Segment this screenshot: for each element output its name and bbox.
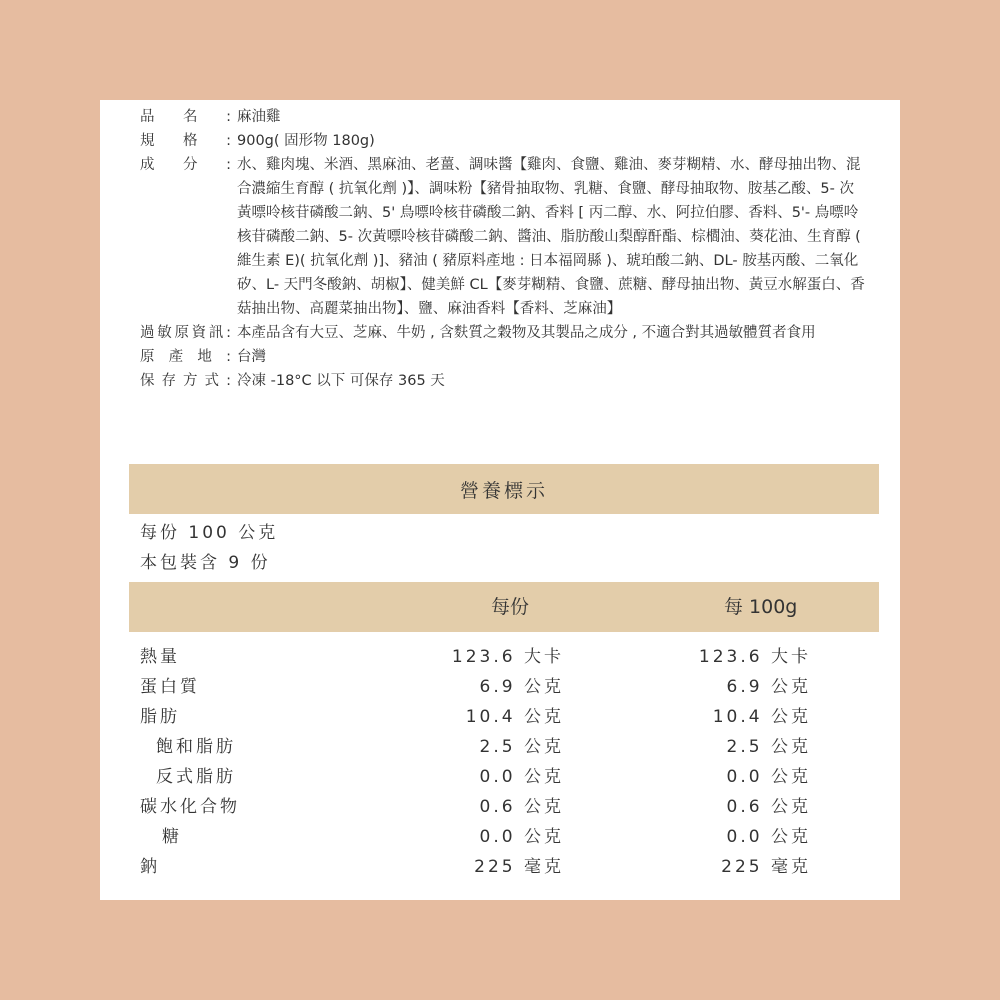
info-label-char: 原 [174, 325, 189, 341]
nutrition-title: 營養標示 [459, 479, 548, 502]
nutrition-row [100, 672, 900, 702]
info-label-char: 過 [140, 325, 155, 341]
col-per-serving: 每份 [491, 596, 530, 618]
info-label-colon: : [226, 157, 231, 173]
value-per-100g: 10.4 公克 [712, 707, 811, 727]
info-label-char: 產 [168, 349, 184, 365]
info-row [140, 369, 870, 393]
value-per-serving: 225 毫克 [474, 857, 564, 877]
info-label-char: 保 [140, 373, 155, 389]
info-row [140, 129, 870, 153]
nutrition-row [100, 822, 900, 852]
info-value: 本產品含有大豆、芝麻、牛奶 , 含麩質之穀物及其製品之成分 , 不適合對其過敏體質者食用 [237, 325, 816, 341]
nutrient-name: 飽和脂肪 [156, 737, 236, 757]
nutrient-name: 脂肪 [140, 707, 180, 727]
info-label [140, 129, 231, 153]
value-per-serving: 10.4 公克 [465, 707, 564, 727]
col-per-100g: 每 100g [724, 596, 798, 618]
info-label [140, 153, 231, 321]
info-label-colon: : [226, 133, 231, 149]
nutrition-row [100, 702, 900, 732]
nutrition-row [100, 732, 900, 762]
info-label-char: 名 [183, 109, 198, 125]
info-label-char: 存 [161, 373, 177, 389]
info-label [140, 105, 231, 129]
nutrient-name: 鈉 [140, 857, 160, 877]
nutrient-name: 蛋白質 [140, 677, 200, 697]
info-label-char: 原 [140, 349, 155, 365]
value-per-serving: 0.6 公克 [479, 797, 564, 817]
nutrient-name: 碳水化合物 [140, 797, 240, 817]
info-label-char: 式 [204, 373, 220, 389]
info-row [140, 105, 870, 129]
info-label-char: 分 [183, 157, 198, 173]
info-label [140, 369, 231, 393]
nutrition-row [100, 642, 900, 672]
info-label-colon: : [226, 325, 231, 341]
info-row [140, 153, 870, 321]
label-card [100, 100, 900, 900]
info-label [140, 321, 231, 345]
value-per-serving: 0.0 公克 [479, 827, 564, 847]
value-per-100g: 2.5 公克 [726, 737, 811, 757]
info-label-char: 方 [183, 373, 198, 389]
info-label-char: 敏 [157, 325, 172, 341]
value-per-100g: 0.0 公克 [726, 827, 811, 847]
serving-size: 每份 100 公克 [140, 523, 279, 543]
nutrient-name: 糖 [162, 827, 182, 847]
value-per-100g: 123.6 大卡 [698, 647, 811, 667]
info-label-colon: : [226, 349, 231, 365]
info-label-char: 地 [197, 349, 212, 365]
value-per-100g: 6.9 公克 [726, 677, 811, 697]
info-row [140, 321, 870, 345]
info-label-char: 規 [140, 133, 155, 149]
info-label-char: 成 [140, 157, 155, 173]
product-info [140, 105, 870, 393]
info-value: 麻油雞 [237, 109, 281, 125]
nutrition-title-bar [129, 464, 879, 514]
info-label-colon: : [226, 109, 231, 125]
nutrient-name: 反式脂肪 [156, 767, 236, 787]
nutrient-name: 熱量 [140, 647, 180, 667]
info-label-char: 格 [183, 133, 198, 149]
value-per-serving: 6.9 公克 [479, 677, 564, 697]
servings-per-package: 本包裝含 9 份 [140, 553, 271, 573]
info-label-colon: : [226, 373, 231, 389]
nutrition-row [100, 762, 900, 792]
nutrition-row [100, 792, 900, 822]
value-per-100g: 0.0 公克 [726, 767, 811, 787]
info-label [140, 345, 231, 369]
value-per-serving: 2.5 公克 [479, 737, 564, 757]
nutrition-column-header [129, 582, 879, 632]
value-per-100g: 0.6 公克 [726, 797, 811, 817]
value-per-serving: 0.0 公克 [479, 767, 564, 787]
info-label-char: 品 [140, 109, 155, 125]
info-label-char: 資 [191, 325, 207, 341]
info-row [140, 345, 870, 369]
info-value: 900g( 固形物 180g) [237, 133, 375, 149]
info-value: 台灣 [237, 349, 266, 365]
value-per-100g: 225 毫克 [721, 857, 811, 877]
nutrition-row [100, 852, 900, 882]
value-per-serving: 123.6 大卡 [451, 647, 564, 667]
info-value: 冷凍 -18°C 以下 可保存 365 天 [237, 373, 445, 389]
info-label-char: 訊 [208, 325, 224, 341]
info-value: 水、雞肉塊、米酒、黑麻油、老薑、調味醬【雞肉、食鹽、雞油、麥芽糊精、水、酵母抽出物、混合濃縮生育醇 ( 抗氧化劑 )】、調味粉【豬骨抽取物、乳糖、食鹽、酵母抽取物、胺基乙酸、5- 次黃嘌呤核苷磷酸二鈉、5' 鳥嘌呤核苷磷酸二鈉、香料 [ 丙二醇、水、阿拉伯膠、香料、5'- 鳥嘌呤核苷磷酸二鈉、5- 次黃嘌呤核苷磷酸二鈉、醬油、脂肪酸山梨醇酐酯、棕櫚油、葵花油、生育醇 ( 維生素 E)( 抗氧化劑 )]、豬油 ( 豬原料產地 : 日本福岡縣 )、琥珀酸二鈉、DL- 胺基丙酸、二氧化矽、L- 天門冬酸鈉、胡椒】、健美鮮 CL【麥芽糊精、食鹽、蔗糖、酵母抽出物、黃豆水解蛋白、香菇抽出物、高麗菜抽出物】、鹽、麻油香料【香料、芝麻油】 [237, 157, 865, 317]
